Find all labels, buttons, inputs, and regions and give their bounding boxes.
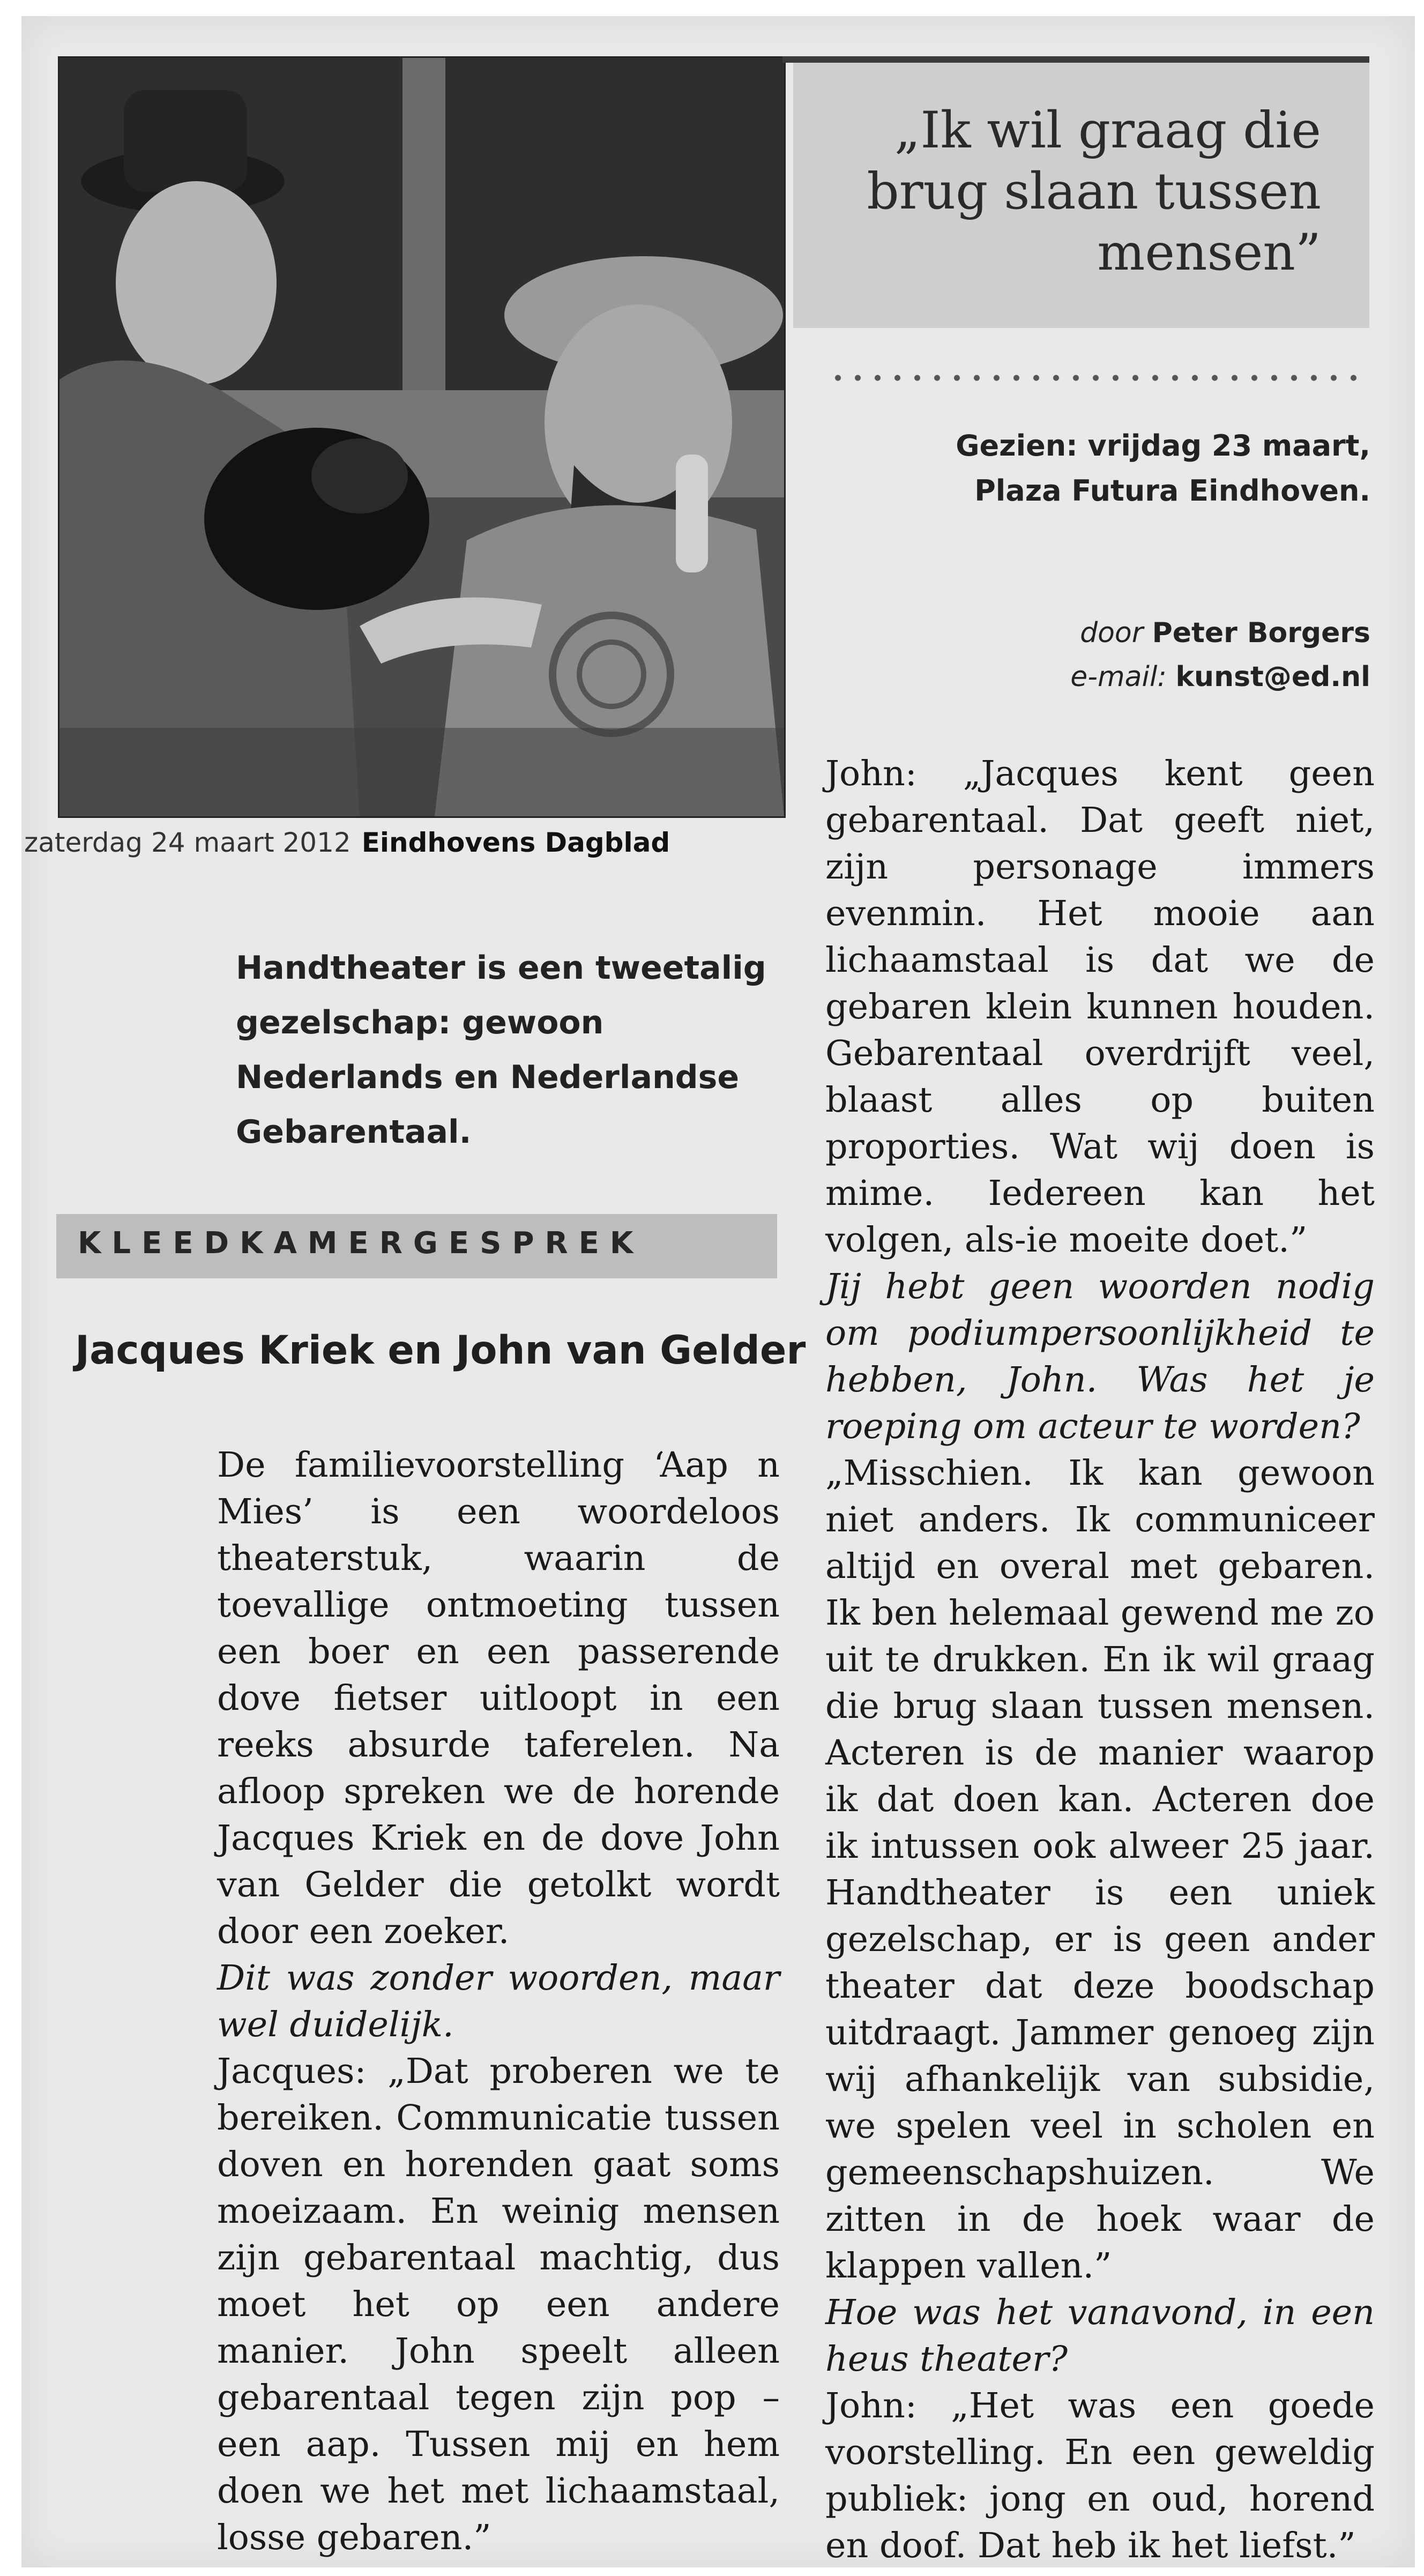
publication-date: zaterdag 24 maart 2012 [24,827,351,858]
body-paragraph: Jacques: „Dat proberen we te bereiken. Communicatie tussen doven en horenden gaat soms moeizaam. En weinig mensen zijn gebarentaal machtig, dus moet het op een andere manier. John speelt alleen gebarentaal tegen zijn pop – een aap. Tussen mij en hem doen we het met lichaamstaal, losse gebaren.” [217,2051,780,2558]
article-headline: Jacques Kriek en John van Gelder [75,1328,806,1373]
left-column [217,1442,780,2561]
question-paragraph: Dit was zonder woorden, maar wel duidelijk. [217,1958,780,2045]
performance-info [834,423,1370,513]
photo-illustration [59,58,784,816]
performance-date: Gezien: vrijdag 23 maart, [956,429,1370,463]
body-paragraph: John: „Jacques kent geen gebarentaal. Dat geeft niet, zijn personage immers evenmin. Het mooie aan lichaamstaal is dat we de gebaren klein kunnen houden. Gebarentaal overdrijft veel, blaast alles op buiten proporties. Wat wij doen is mime. Iedereen kan het volgen, als-ie moeite doet.” [825,754,1375,1260]
question-paragraph: Jij hebt geen woorden nodig om podiumpersoonlijkheid te hebben, John. Was het je roeping om acteur te worden? [825,1267,1375,1447]
email-label: e-mail: [1070,661,1167,693]
performance-venue: Plaza Futura Eindhoven. [974,474,1370,508]
intro-text: Handtheater is een tweetalig gezelschap: gewoon Nederlands en Nederlandse Gebarentaal. [236,949,766,1151]
body-paragraph: De familievoorstelling ‘Aap n Mies’ is een woordeloos theaterstuk, waarin de toevallige ontmoeting tussen een boer en een passerende dove fietser uitloopt in een reeks absurde taferelen. Na afloop spreken we de horende Jacques Kriek en de dove John van Gelder die getolkt wordt door een zoeker. [217,1445,780,1952]
email-address[interactable]: kunst@ed.nl [1175,661,1370,693]
article-photo [58,56,786,818]
rubric-label: KLEEDKAMERGESPREK [78,1226,644,1261]
top-rule [782,56,1369,63]
rubric-bar [56,1214,777,1278]
body-paragraph: „Misschien. Ik kan gewoon niet anders. Ik communiceer altijd en overal met gebaren. Ik ben helemaal gewend me zo uit te drukken. En ik wil graag die brug slaan tussen mensen. Acteren is de manier waarop ik dat doen kan. Acteren doe ik intussen ook alweer 25 jaar. Handtheater is een uniek gezelschap, er is geen ander theater dat deze boodschap uitdraagt. Jammer genoeg zijn wij afhankelijk van subsidie, we spelen veel in scholen en gemeenschapshuizen. We zitten in de hoek waar de klappen vallen.” [825,1453,1375,2286]
pull-quote-box [793,63,1369,328]
dotted-divider [828,373,1369,383]
right-column [825,750,1375,2569]
pull-quote: „Ik wil graag die brug slaan tussen mensen” [867,101,1321,282]
clipping-caption [24,823,812,863]
body-paragraph: John: „Het was een goede voorstelling. En een geweldig publiek: jong en oud, horend en doof. Dat heb ik het liefst.” [825,2386,1375,2566]
newspaper-name: Eindhovens Dagblad [361,827,670,858]
question-paragraph: Hoe was het vanavond, in een heus theater? [825,2292,1375,2379]
byline-label: door [1080,617,1144,649]
byline [888,611,1370,699]
author-name: Peter Borgers [1152,617,1370,649]
